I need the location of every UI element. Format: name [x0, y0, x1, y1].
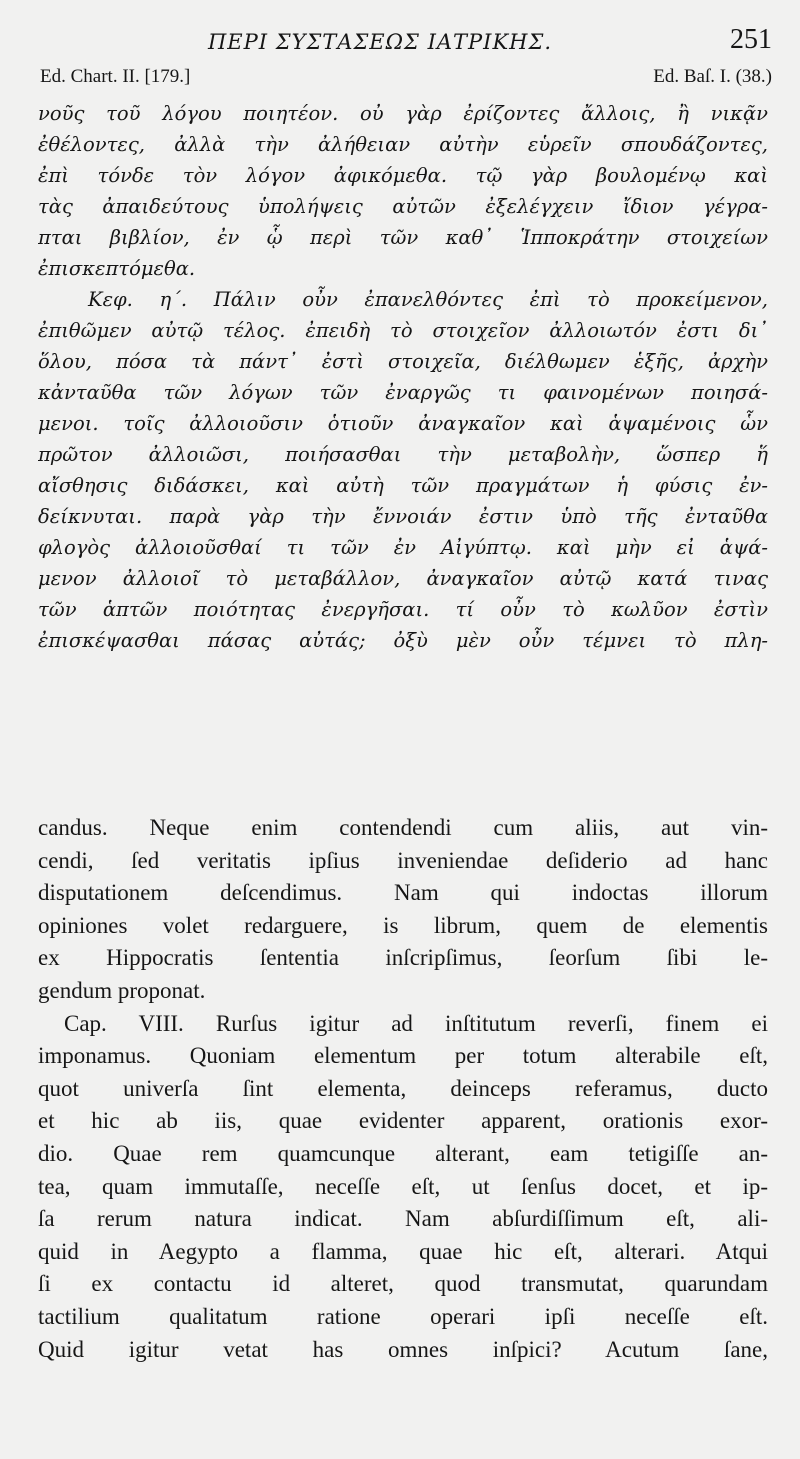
greek-line: τὰς ἀπαιδεύτους ὑπολήψεις αὐτῶν ἐξελέγχειν ἴδιον γέγρα- [38, 195, 768, 218]
greek-line: νοῦς τοῦ λόγου ποιητέον. οὐ γὰρ ἐρίζοντες ἄλλοις, ἢ νικᾷν [38, 102, 768, 125]
latin-line: imponamus. Quoniam elementum per totum alterabile eſt, [38, 1043, 768, 1069]
edition-reference-chart: Ed. Chart. II. [179.] [40, 66, 191, 87]
latin-line: gendum proponat. [38, 977, 206, 1003]
latin-line: candus. Neque enim contendendi cum aliis, aut vin- [38, 815, 768, 840]
greek-line: ἐθέλοντες, ἀλλὰ τὴν ἀλήθειαν αὐτὴν εὑρεῖν σπουδάζοντες, [38, 133, 768, 156]
latin-line: dio. Quae rem quamcunque alterant, eam tetigiſſe an- [38, 1140, 768, 1166]
latin-line: disputationem deſcendimus. Nam qui indoctas illorum [38, 880, 768, 906]
latin-line: opiniones volet redarguere, is librum, quem de elementis [38, 912, 768, 938]
latin-line: tactilium qualitatum ratione operari ipſi neceſſe eſt. [38, 1303, 768, 1329]
greek-line: μενοι. τοῖς ἀλλοιοῦσιν ὁτιοῦν ἀναγκαῖον καὶ ἁψαμένοις ὧν [38, 412, 768, 435]
page-number: 251 [730, 24, 772, 55]
latin-line: Quid igitur vetat has omnes inſpici? Acutum ſane, [38, 1336, 768, 1362]
running-title: ΠΕΡΙ ΣΥΣΤΑΣΕΩΣ ΙΑΤΡΙΚΗΣ. [207, 30, 552, 54]
latin-text-block [38, 812, 768, 1366]
greek-line: ἐπισκέψασθαι πάσας αὐτάς; ὀξὺ μὲν οὖν τέμνει τὸ πλη- [38, 629, 768, 652]
greek-line: ἐπιθῶμεν αὐτῷ τέλος. ἐπειδὴ τὸ στοιχεῖον ἀλλοιωτόν ἐστι δι᾽ [38, 319, 768, 342]
greek-line: πται βιβλίον, ἐν ᾧ περὶ τῶν καθ᾽ Ἱπποκράτην στοιχείων [38, 226, 768, 249]
greek-line: αἴσθησις διδάσκει, καὶ αὐτὴ τῶν πραγμάτων ἡ φύσις ἐν- [38, 474, 768, 497]
latin-line: ex Hippocratis ſententia inſcripſimus, ſeorſum ſibi le- [38, 945, 768, 971]
greek-line: κἀνταῦθα τῶν λόγων τῶν ἐναργῶς τι φαινομένων ποιησά- [38, 381, 768, 404]
greek-line: δείκνυται. παρὰ γὰρ τὴν ἔννοιάν ἐστιν ὑπὸ τῆς ἐνταῦθα [38, 505, 768, 528]
latin-line: ſi ex contactu id alteret, quod transmutat, quarundam [38, 1271, 768, 1297]
greek-line: ὅλου, πόσα τὰ πάντ᾽ ἐστὶ στοιχεῖα, διέλθωμεν ἑξῆς, ἀρχὴν [38, 350, 768, 373]
latin-line: quid in Aegypto a flamma, quae hic eſt, alterari. Atqui [38, 1238, 768, 1264]
latin-line: tea, quam immutaſſe, neceſſe eſt, ut ſenſus docet, et ip- [38, 1173, 768, 1199]
latin-line: et hic ab iis, quae evidenter apparent, orationis exor- [38, 1108, 768, 1134]
greek-line: φλογὸς ἀλλοιοῦσθαί τι τῶν ἐν Αἰγύπτῳ. καὶ μὴν εἰ ἁψά- [38, 536, 768, 559]
latin-line: ſa rerum natura indicat. Nam abſurdiſſimum eſt, ali- [38, 1206, 768, 1232]
greek-line: μενον ἀλλοιοῖ τὸ μεταβάλλον, ἀναγκαῖον αὐτῷ κατά τινας [38, 567, 768, 590]
latin-chapter-heading-line: Cap. VIII. Rurſus igitur ad inſtitutum reverſi, finem ei [64, 1010, 768, 1036]
edition-reference-basel: Ed. Baſ. I. (38.) [653, 66, 772, 87]
latin-line: quot univerſa ſint elementa, deinceps referamus, ducto [38, 1075, 768, 1101]
greek-line: ἐπὶ τόνδε τὸν λόγον ἀφικόμεθα. τῷ γὰρ βουλομένῳ καὶ [38, 164, 768, 187]
latin-line: cendi, ſed veritatis ipſius inveniendae deſiderio ad hanc [38, 847, 768, 873]
greek-chapter-heading-line: Κεφ. η΄. Πάλιν οὖν ἐπανελθόντες ἐπὶ τὸ προκείμενον, [88, 288, 768, 311]
greek-line: τῶν ἁπτῶν ποιότητας ἐνεργῆσαι. τί οὖν τὸ κωλῦον ἐστὶν [38, 598, 768, 621]
greek-text-block [38, 98, 768, 656]
greek-line: πρῶτον ἀλλοιῶσι, ποιήσασθαι τὴν μεταβολὴν, ὥσπερ ἥ [38, 443, 768, 466]
greek-line: ἐπισκεπτόμεθα. [38, 257, 196, 280]
